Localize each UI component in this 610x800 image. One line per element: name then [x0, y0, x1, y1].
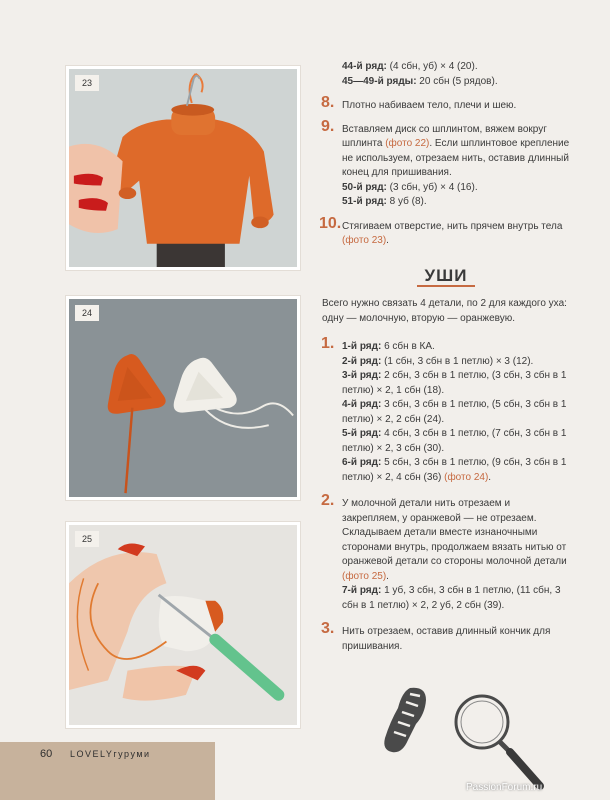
step-2 [321, 492, 570, 613]
row-label: 2-й ряд: [342, 355, 382, 367]
row-text: 4 сбн, 3 сбн в 1 петлю, (7 сбн, 3 сбн в 1 петлю) × 2, 3 сбн (30). [342, 428, 567, 454]
row-line [342, 398, 570, 427]
step-10 [319, 214, 570, 249]
watermark: PassionForum.ru [466, 782, 543, 793]
row-line [342, 340, 570, 355]
row-label: 51-й ряд: [342, 196, 387, 207]
row-text: 1 уб, 3 сбн, 3 сбн в 1 петлю, (11 сбн, 3 сбн в 1 петлю) × 2, 2 уб, 2 сбн (39). [342, 585, 561, 611]
row-line [322, 75, 570, 90]
step-number: 8. [321, 94, 335, 111]
step-number: 3. [321, 620, 335, 637]
row-label: 1-й ряд: [342, 341, 382, 352]
row-text: . [488, 471, 492, 483]
row-line [342, 181, 570, 196]
row-text: 3 сбн, 3 сбн в 1 петлю, (5 сбн, 3 сбн в 1 петлю) × 2, 2 сбн (24). [342, 399, 567, 425]
row-label: 50-й ряд: [342, 181, 387, 193]
row-label: 44-й ряд: [342, 61, 387, 72]
step-text: Нить отрезаем, оставив длинный кончик для пришивания. [342, 626, 551, 652]
photo-23 [66, 66, 300, 270]
row-line [342, 355, 570, 370]
row-text: 6 сбн в КА. [381, 341, 435, 352]
row-text: 2 сбн, 3 сбн в 1 петлю, (3 сбн, 3 сбн в 1 петлю) × 2, 1 сбн (18). [342, 370, 567, 396]
step-text: Вставляем диск со шплинтом, вяжем вокруг шплинта [342, 123, 547, 149]
step-number: 1. [321, 335, 335, 352]
brand-name: LOVELYгуруми [70, 749, 151, 759]
page-number: 60 [40, 748, 53, 760]
magnifier-icon [448, 690, 548, 790]
row-line [342, 584, 570, 613]
section-title: УШИ [424, 265, 468, 285]
section-intro: Всего нужно связать 4 детали, по 2 для каждого уха: одну — молочную, вторую — оранжевую. [322, 298, 567, 324]
step-text: . [386, 235, 389, 246]
photo-24 [66, 296, 300, 500]
row-line [322, 60, 570, 75]
photo-24-image [69, 299, 297, 497]
photo-reference: (фото 24) [444, 471, 489, 483]
photo-25 [66, 522, 300, 728]
step-text: Стягиваем отверстие, нить прячем внутрь тела [342, 220, 563, 232]
step-8 [321, 94, 570, 114]
row-text: (4 сбн, уб) × 4 (20). [386, 61, 478, 72]
title-underline [417, 285, 475, 287]
photo-number: 23 [75, 75, 99, 91]
photo-25-image [69, 525, 297, 725]
row-label: 5-й ряд: [342, 428, 382, 439]
photo-reference: (фото 22) [385, 138, 430, 149]
row-text: 20 сбн (5 рядов). [416, 75, 498, 87]
instructions-column [319, 60, 570, 654]
row-text: 5 сбн, 3 сбн в 1 петлю, (9 сбн, 3 сбн в 1 петлю) × 2, 4 сбн (36) [342, 457, 567, 483]
photo-reference: (фото 25) [342, 570, 387, 582]
photo-23-image [69, 69, 297, 267]
row-label: 7-й ряд: [342, 585, 382, 596]
photo-number: 25 [75, 531, 99, 547]
step-number: 2. [321, 492, 335, 509]
row-label: 3-й ряд: [342, 370, 382, 381]
step-number: 9. [321, 117, 335, 135]
row-line [342, 195, 570, 210]
step-text: . Если шплинтовое крепление не используем, отрезаем нить, оставив длинный конец для пришивания. [342, 138, 570, 178]
photo-reference: (фото 23) [342, 235, 387, 246]
step-text: . [386, 570, 389, 582]
step-text: Плотно набиваем тело, плечи и шею. [342, 100, 517, 111]
row-label: 6-й ряд: [342, 457, 382, 468]
step-1 [321, 335, 570, 485]
row-text: 8 уб (8). [386, 196, 427, 207]
row-line [342, 369, 570, 398]
step-text: У молочной детали нить отрезаем и закрепляем, у оранжевой — не отрезаем. Складываем детали вместе изнаночными сторонами внутрь, продолжаем вязать нитью от оранжевой детали со стороны молочной детали [342, 498, 567, 567]
row-text: (3 сбн, уб) × 4 (16). [386, 181, 478, 193]
row-label: 45—49-й ряды: [342, 75, 417, 87]
row-label: 4-й ряд: [342, 399, 382, 410]
row-line [342, 456, 570, 485]
step-9 [321, 117, 570, 210]
row-text: (1 сбн, 3 сбн в 1 петлю) × 3 (12). [381, 355, 534, 367]
step-3 [321, 620, 570, 654]
step-number: 10. [319, 214, 342, 232]
row-line [342, 427, 570, 456]
shoe-icon [380, 684, 432, 756]
photo-number: 24 [75, 305, 99, 321]
